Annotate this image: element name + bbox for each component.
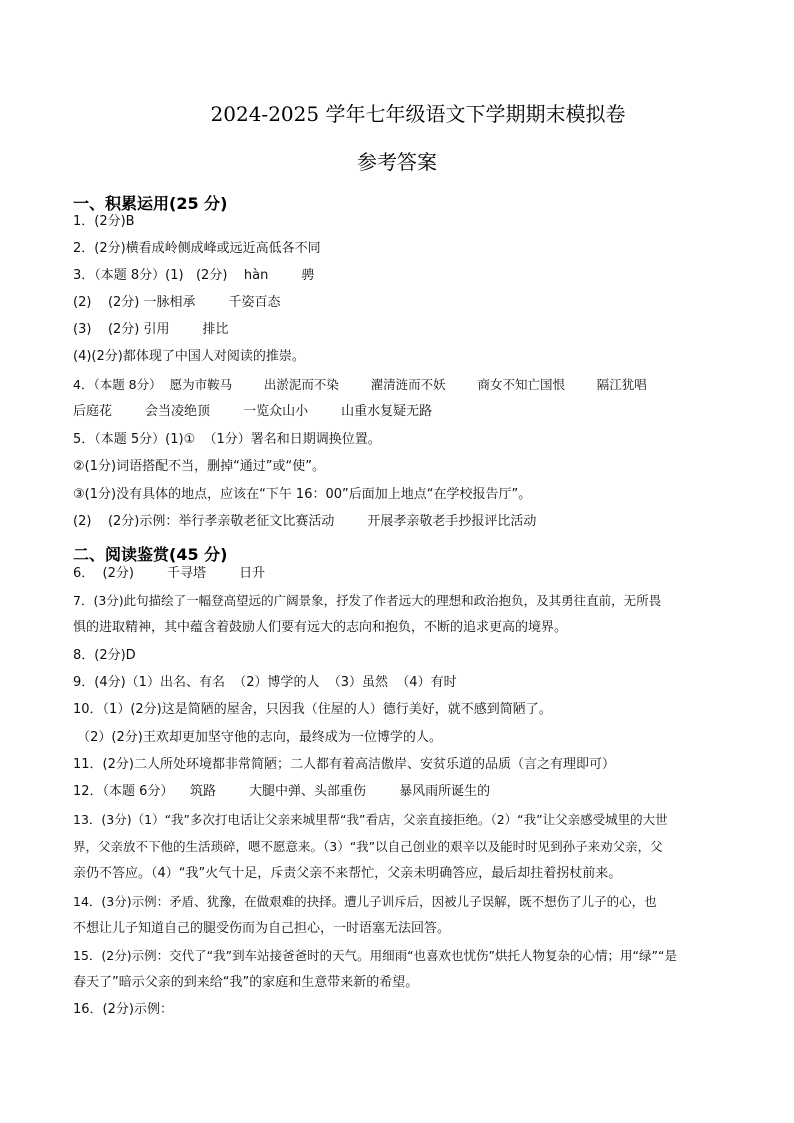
answer-line: 13．(3分)（1）“我”多次打电话让父亲来城里帮“我”看店，父亲直接拒绝。（2）“我”让父亲感受城里的大世 — [73, 812, 668, 827]
answer-line: 14．(3分)示例：矛盾、犹豫，在做艰难的抉择。遭儿子训斥后，因被儿子误解，既不想伤了儿子的心，也 — [73, 894, 657, 909]
answer-line: （2）(2分)王欢却更加坚守他的志向，最终成为一位博学的人。 — [73, 730, 442, 745]
answer-line: 2．(2分)横看成岭侧成峰或远近高低各不同 — [73, 241, 321, 256]
answer-line: 后庭花 会当凌绝顶 一览众山小 山重水复疑无路 — [73, 404, 433, 419]
answer-line: ②(1分)词语搭配不当，删掉“通过”或“使”。 — [73, 459, 326, 474]
answer-line: 5．（本题 5分）(1)① （1分）署名和日期调换位置。 — [73, 432, 381, 447]
document-title: 2024-2025 学年七年级语文下学期期末模拟卷 — [210, 102, 626, 126]
answer-line: 16．(2分)示例： — [73, 1002, 173, 1017]
answer-line: (2) (2分) 一脉相承 千姿百态 — [73, 295, 281, 310]
answer-line: 1．(2分)B — [73, 214, 135, 229]
answer-line: 亲仍不答应。（4）“我”火气十足，斥责父亲不来帮忙，父亲未明确答应，最后却拄着拐杖前来。 — [73, 866, 622, 881]
answer-line: 7．(3分)此句描绘了一幅登高望远的广阔景象，抒发了作者远大的理想和政治抱负，及其勇往直前，无所畏 — [73, 593, 662, 608]
answer-line: 惧的进取精神，其中蕴含着鼓励人们要有远大的志向和抱负，不断的追求更高的境界。 — [73, 620, 568, 635]
answer-line: 春天了”暗示父亲的到来给“我”的家庭和生意带来新的希望。 — [73, 975, 419, 990]
answer-line: 11．(2分)二人所处环境都非常简陋；二人都有着高洁傲岸、安贫乐道的品质（言之有理即可） — [73, 757, 615, 772]
section-heading-reading: 二、阅读鉴赏(45 分) — [73, 545, 228, 564]
answer-line: 界，父亲放不下他的生活琐碎，嗯不愿意来。（3）“我”以自己创业的艰辛以及能时时见到孙子来劝父亲，父 — [73, 839, 663, 854]
answer-line: ③(1分)没有具体的地点，应该在“下午 16：00”后面加上地点“在学校报告厅”。 — [73, 487, 532, 502]
answer-line: 6． (2分) 千寻塔 日升 — [73, 566, 266, 581]
section-heading-accumulation: 一、积累运用(25 分) — [73, 194, 228, 213]
answer-line: 10．（1）(2分)这是简陋的屋舍，只因我（住屋的人）德行美好，就不感到简陋了。 — [73, 702, 552, 717]
answer-line: (4)(2分)都体现了中国人对阅读的推崇。 — [73, 349, 305, 364]
answer-line: 15．(2分)示例：交代了“我”到车站接爸爸时的天气。用细雨“也喜欢也忧伤”烘托人物复杂的心情；用“绿”“是 — [73, 948, 677, 963]
document-subtitle: 参考答案 — [357, 150, 437, 174]
answer-line: (3) (2分) 引用 排比 — [73, 322, 229, 337]
answer-line: 12．（本题 6分） 筑路 大腿中弹、头部重伤 暴风雨所诞生的 — [73, 784, 491, 799]
answer-line: 9．(4分)（1）出名、有名 （2）博学的人 （3）虽然 （4）有时 — [73, 675, 457, 690]
answer-line: 8．(2分)D — [73, 648, 136, 663]
answer-line: 3．（本题 8分）(1) (2分) hàn 骋 — [73, 268, 315, 283]
answer-line: 不想让儿子知道自己的腿受伤而为自己担心，一时语塞无法回答。 — [73, 921, 451, 936]
answer-line: (2) (2分)示例：举行孝亲敬老征文比赛活动 开展孝亲敬老手抄报评比活动 — [73, 514, 537, 529]
answer-line: 4．（本题 8分） 愿为市鞍马 出淤泥而不染 濯清涟而不妖 商女不知亡国恨 隔江犹唱 — [73, 377, 647, 392]
